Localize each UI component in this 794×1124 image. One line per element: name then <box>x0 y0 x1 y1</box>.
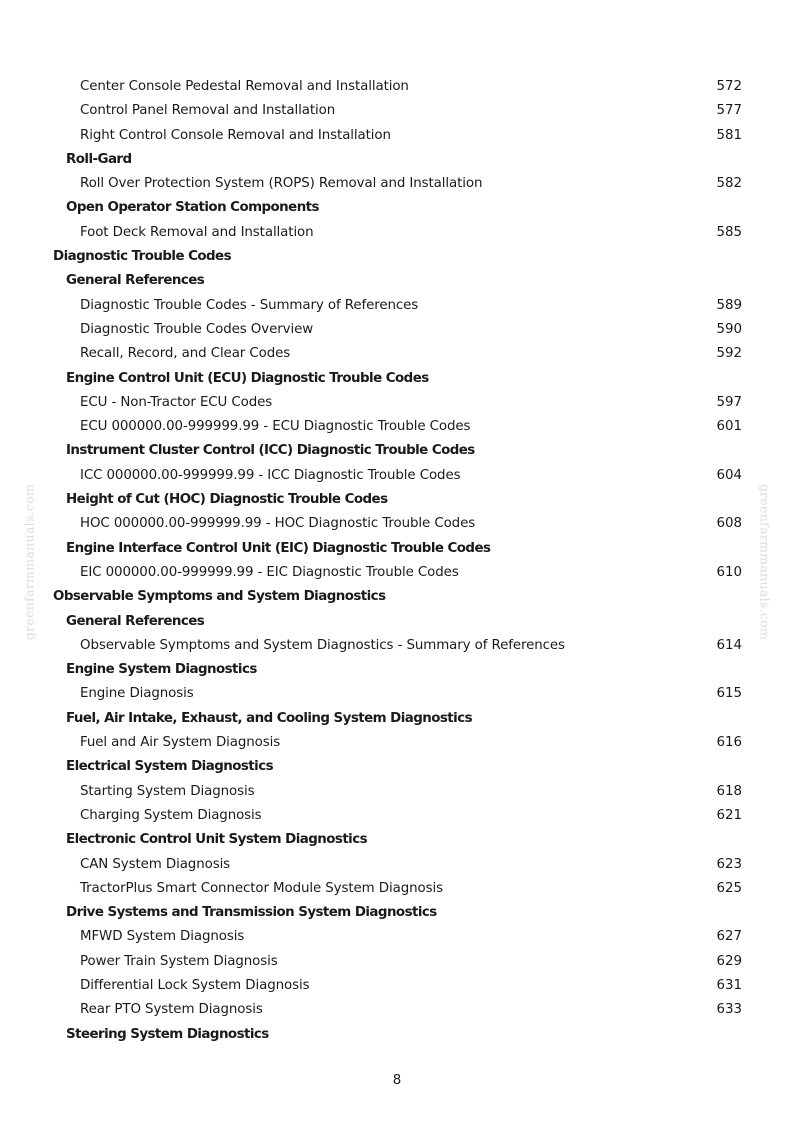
toc-section[interactable] <box>0 901 794 925</box>
toc-entry[interactable] <box>0 731 794 755</box>
toc-entry[interactable] <box>0 512 794 536</box>
toc-section-title: Drive Systems and Transmission System Diagnostics <box>66 905 437 921</box>
toc-entry[interactable] <box>0 974 794 998</box>
toc-entry-title: Diagnostic Trouble Codes - Summary of References <box>80 297 419 313</box>
toc-section-title: Engine Interface Control Unit (EIC) Diagnostic Trouble Codes <box>66 540 491 556</box>
toc-entry-title: CAN System Diagnosis <box>80 856 231 872</box>
toc-entry[interactable] <box>0 925 794 949</box>
toc-entry-page-number: 597 <box>716 394 742 410</box>
toc-entry[interactable] <box>0 99 794 123</box>
toc-chapter-title: Observable Symptoms and System Diagnostics <box>53 589 386 605</box>
toc-entry[interactable] <box>0 415 794 439</box>
toc-entry-page-number: 621 <box>716 807 742 823</box>
toc-entry[interactable] <box>0 804 794 828</box>
toc-section-title: Height of Cut (HOC) Diagnostic Trouble Codes <box>66 492 388 508</box>
toc-entry-title: Differential Lock System Diagnosis <box>80 977 310 993</box>
toc-entry-title: ICC 000000.00-999999.99 - ICC Diagnostic Trouble Codes <box>80 467 461 483</box>
toc-entry[interactable] <box>0 780 794 804</box>
toc-entry-page-number: 577 <box>716 103 742 119</box>
toc-entry-page-number: 625 <box>716 880 742 896</box>
toc-entry-title: ECU 000000.00-999999.99 - ECU Diagnostic Trouble Codes <box>80 419 471 435</box>
toc-entry[interactable] <box>0 172 794 196</box>
toc-entry-title: Recall, Record, and Clear Codes <box>80 346 291 362</box>
toc-section[interactable] <box>0 755 794 779</box>
toc-entry-title: Observable Symptoms and System Diagnostics - Summary of References <box>80 637 565 653</box>
toc-section[interactable] <box>0 658 794 682</box>
toc-entry-page-number: 585 <box>716 224 742 240</box>
toc-chapter[interactable] <box>0 245 794 269</box>
toc-entry-title: Charging System Diagnosis <box>80 807 262 823</box>
toc-entry[interactable] <box>0 342 794 366</box>
toc-entry-title: Rear PTO System Diagnosis <box>80 1002 263 1018</box>
toc-entry[interactable] <box>0 561 794 585</box>
toc-entry[interactable] <box>0 318 794 342</box>
toc-entry-page-number: 623 <box>716 856 742 872</box>
toc-entry-title: Control Panel Removal and Installation <box>80 103 336 119</box>
toc-chapter[interactable] <box>0 585 794 609</box>
toc-section-title: Electrical System Diagnostics <box>66 759 273 775</box>
toc-section-title: Steering System Diagnostics <box>66 1026 269 1042</box>
toc-entry-page-number: 590 <box>716 321 742 337</box>
toc-section[interactable] <box>0 196 794 220</box>
toc-entry-title: Foot Deck Removal and Installation <box>80 224 314 240</box>
toc-section[interactable] <box>0 439 794 463</box>
watermark-right-text: greenfarmmanuals.com <box>757 483 773 641</box>
toc-section-title: Roll-Gard <box>66 151 132 167</box>
toc-section-title: Fuel, Air Intake, Exhaust, and Cooling System Diagnostics <box>66 710 473 726</box>
toc-entry[interactable] <box>0 682 794 706</box>
toc-entry-page-number: 601 <box>716 419 742 435</box>
toc-entry-page-number: 631 <box>716 977 742 993</box>
toc-entry-page-number: 572 <box>716 79 742 94</box>
toc-entry-title: Center Console Pedestal Removal and Installation <box>80 79 409 94</box>
toc-section[interactable] <box>0 488 794 512</box>
toc-section-title: Engine System Diagnostics <box>66 662 257 678</box>
toc-entry-page-number: 629 <box>716 953 742 969</box>
toc-entry[interactable] <box>0 391 794 415</box>
toc-section-title: Instrument Cluster Control (ICC) Diagnostic Trouble Codes <box>66 443 475 459</box>
toc-entry[interactable] <box>0 877 794 901</box>
toc-entry-page-number: 582 <box>716 176 742 192</box>
toc-section-title: General References <box>66 273 205 289</box>
toc-section[interactable] <box>0 269 794 293</box>
toc-entry-title: Power Train System Diagnosis <box>80 953 278 969</box>
toc-section[interactable] <box>0 367 794 391</box>
toc-section[interactable] <box>0 610 794 634</box>
toc-entry-title: TractorPlus Smart Connector Module System Diagnosis <box>80 880 443 896</box>
toc-entry-title: Starting System Diagnosis <box>80 783 255 799</box>
page-number: 8 <box>392 1073 402 1088</box>
toc-entry[interactable] <box>0 124 794 148</box>
toc-entry-page-number: 627 <box>716 929 742 945</box>
toc-section[interactable] <box>0 707 794 731</box>
toc-chapter-title: Diagnostic Trouble Codes <box>53 249 232 265</box>
toc-entry[interactable] <box>0 464 794 488</box>
toc-entry[interactable] <box>0 221 794 245</box>
toc-section-title: Engine Control Unit (ECU) Diagnostic Trouble Codes <box>66 370 429 386</box>
toc-entry-page-number: 618 <box>716 783 742 799</box>
toc-entry-title: HOC 000000.00-999999.99 - HOC Diagnostic Trouble Codes <box>80 516 476 532</box>
toc-entry-title: Diagnostic Trouble Codes Overview <box>80 321 314 337</box>
toc-entry-title: MFWD System Diagnosis <box>80 929 245 945</box>
table-of-contents <box>0 75 794 1047</box>
toc-entry-page-number: 608 <box>716 516 742 532</box>
toc-entry-title: EIC 000000.00-999999.99 - EIC Diagnostic Trouble Codes <box>80 564 459 580</box>
toc-section-title: Electronic Control Unit System Diagnostics <box>66 832 368 848</box>
toc-section[interactable] <box>0 1023 794 1047</box>
toc-entry-title: Engine Diagnosis <box>80 686 194 702</box>
toc-entry-page-number: 610 <box>716 564 742 580</box>
toc-entry-page-number: 589 <box>716 297 742 313</box>
toc-section-title: Open Operator Station Components <box>66 200 319 216</box>
toc-entry[interactable] <box>0 75 794 99</box>
toc-section[interactable] <box>0 537 794 561</box>
toc-entry[interactable] <box>0 853 794 877</box>
toc-entry-page-number: 633 <box>716 1002 742 1018</box>
toc-entry-title: Right Control Console Removal and Installation <box>80 127 391 143</box>
toc-entry-page-number: 614 <box>716 637 742 653</box>
toc-entry-page-number: 581 <box>716 127 742 143</box>
toc-entry-title: Fuel and Air System Diagnosis <box>80 735 281 751</box>
toc-section-title: General References <box>66 613 205 629</box>
toc-section[interactable] <box>0 148 794 172</box>
toc-entry-page-number: 592 <box>716 346 742 362</box>
toc-entry-page-number: 615 <box>716 686 742 702</box>
toc-entry[interactable] <box>0 950 794 974</box>
toc-entry[interactable] <box>0 294 794 318</box>
toc-section[interactable] <box>0 828 794 852</box>
toc-entry-page-number: 616 <box>716 735 742 751</box>
toc-entry-title: Roll Over Protection System (ROPS) Removal and Installation <box>80 176 483 192</box>
toc-entry[interactable] <box>0 998 794 1022</box>
toc-entry-title: ECU - Non-Tractor ECU Codes <box>80 394 273 410</box>
watermark-left-text: greenfarmmanuals.com <box>21 483 37 641</box>
toc-entry[interactable] <box>0 634 794 658</box>
toc-entry-page-number: 604 <box>716 467 742 483</box>
